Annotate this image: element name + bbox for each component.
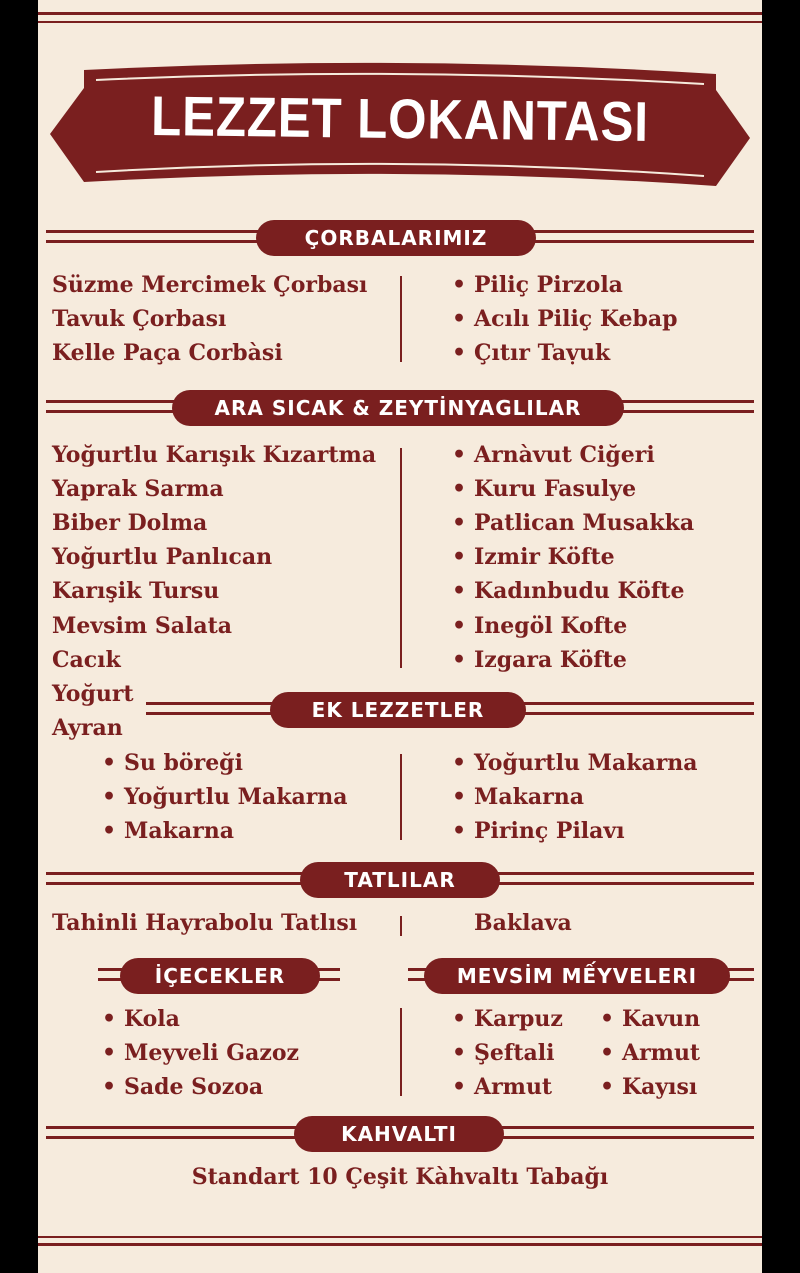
menu-item: Yaprak Sarma — [52, 476, 224, 502]
column-divider — [400, 754, 402, 840]
menu-item: • Meyveli Gazoz — [124, 1040, 299, 1066]
menu-item: Biber Dolma — [52, 510, 208, 536]
section-title: TATLILAR — [300, 862, 500, 898]
menu-item: • Yoğurtlu Makarna — [474, 750, 698, 776]
menu-item: • Pirinç Pilavı — [474, 818, 625, 844]
menu-item: Cacık — [52, 647, 121, 673]
column-divider — [400, 276, 402, 362]
menu-item: Ayran — [52, 715, 123, 741]
menu-page — [38, 0, 762, 1273]
menu-item: Baklava — [474, 910, 572, 936]
section-title: İÇECEKLER — [120, 958, 320, 994]
menu-item: • Arnàvut Ciğeri — [474, 442, 655, 468]
menu-item: Kelle Paça Corbàsi — [52, 340, 283, 366]
section-header-ek — [38, 690, 762, 730]
menu-item: Tahinli Hayrabolu Tatlısı — [52, 910, 358, 936]
menu-item: • Patlican Musakka — [474, 510, 694, 536]
menu-item: • Su böreği — [124, 750, 243, 776]
menu-item: • Yoğurtlu Makarna — [124, 784, 348, 810]
menu-item: Karışik Tursu — [52, 578, 220, 604]
section-header-ara-sicak — [38, 388, 762, 428]
menu-item: Yoğurt — [52, 681, 134, 707]
menu-item: • Kavun — [622, 1006, 700, 1032]
section-title: ÇORBALARIMIZ — [256, 220, 536, 256]
menu-item: • Kola — [124, 1006, 180, 1032]
menu-item: • Armut — [474, 1074, 552, 1100]
menu-item: • Kuru Fasulye — [474, 476, 636, 502]
menu-item: • Piliç Pirzola — [474, 272, 623, 298]
column-divider — [400, 1008, 402, 1096]
menu-item: • Makarna — [474, 784, 584, 810]
menu-item: Yoğurtlu Karışık Kızartma — [52, 442, 377, 468]
menu-item: • Izmir Köfte — [474, 544, 615, 570]
section-title: MEVSİM MẾYVELERI — [424, 958, 730, 994]
menu-item: Mevsim Salata — [52, 613, 232, 639]
menu-item: • Şeftali — [474, 1040, 554, 1066]
section-title: KAHVALTI — [294, 1116, 504, 1152]
menu-item: • Çıtır Taṿuk — [474, 340, 610, 366]
menu-item: Standart 10 Çeşit Kàhvaltı Tabağı — [191, 1164, 609, 1190]
menu-item: • Acılı Piliç Kebap — [474, 306, 678, 332]
menu-item: • Armut — [622, 1040, 700, 1066]
section-header-corbalar — [38, 218, 762, 258]
bottom-frame-border — [38, 1236, 762, 1250]
column-divider — [400, 448, 402, 668]
section-header-kahvalti — [38, 1114, 762, 1154]
menu-item: • Kadınbudu Köfte — [474, 578, 684, 604]
section-header-icecekler — [38, 956, 762, 996]
menu-item: Yoğurtlu Panlıcan — [52, 544, 273, 570]
menu-item: • Inegöl Kofte — [474, 613, 627, 639]
menu-item: • Izgara Köfte — [474, 647, 627, 673]
section-title: ARA SICAK & ZEYTİNYAGLILAR — [172, 390, 624, 426]
restaurant-title: LEZZET LOKANTASI — [150, 84, 650, 153]
section-header-tatlilar — [38, 860, 762, 900]
menu-item: Tavuk Çorbası — [52, 306, 227, 332]
menu-item: • Kayısı — [622, 1074, 697, 1100]
column-divider — [400, 916, 402, 936]
menu-item: Süzme Mercimek Çorbası — [52, 272, 368, 298]
top-frame-border — [38, 12, 762, 26]
menu-item: • Makarna — [124, 818, 234, 844]
menu-item: • Karpuz — [474, 1006, 563, 1032]
menu-item: • Sade Sozoa — [124, 1074, 263, 1100]
section-title: EK LEZZETLER — [270, 692, 526, 728]
